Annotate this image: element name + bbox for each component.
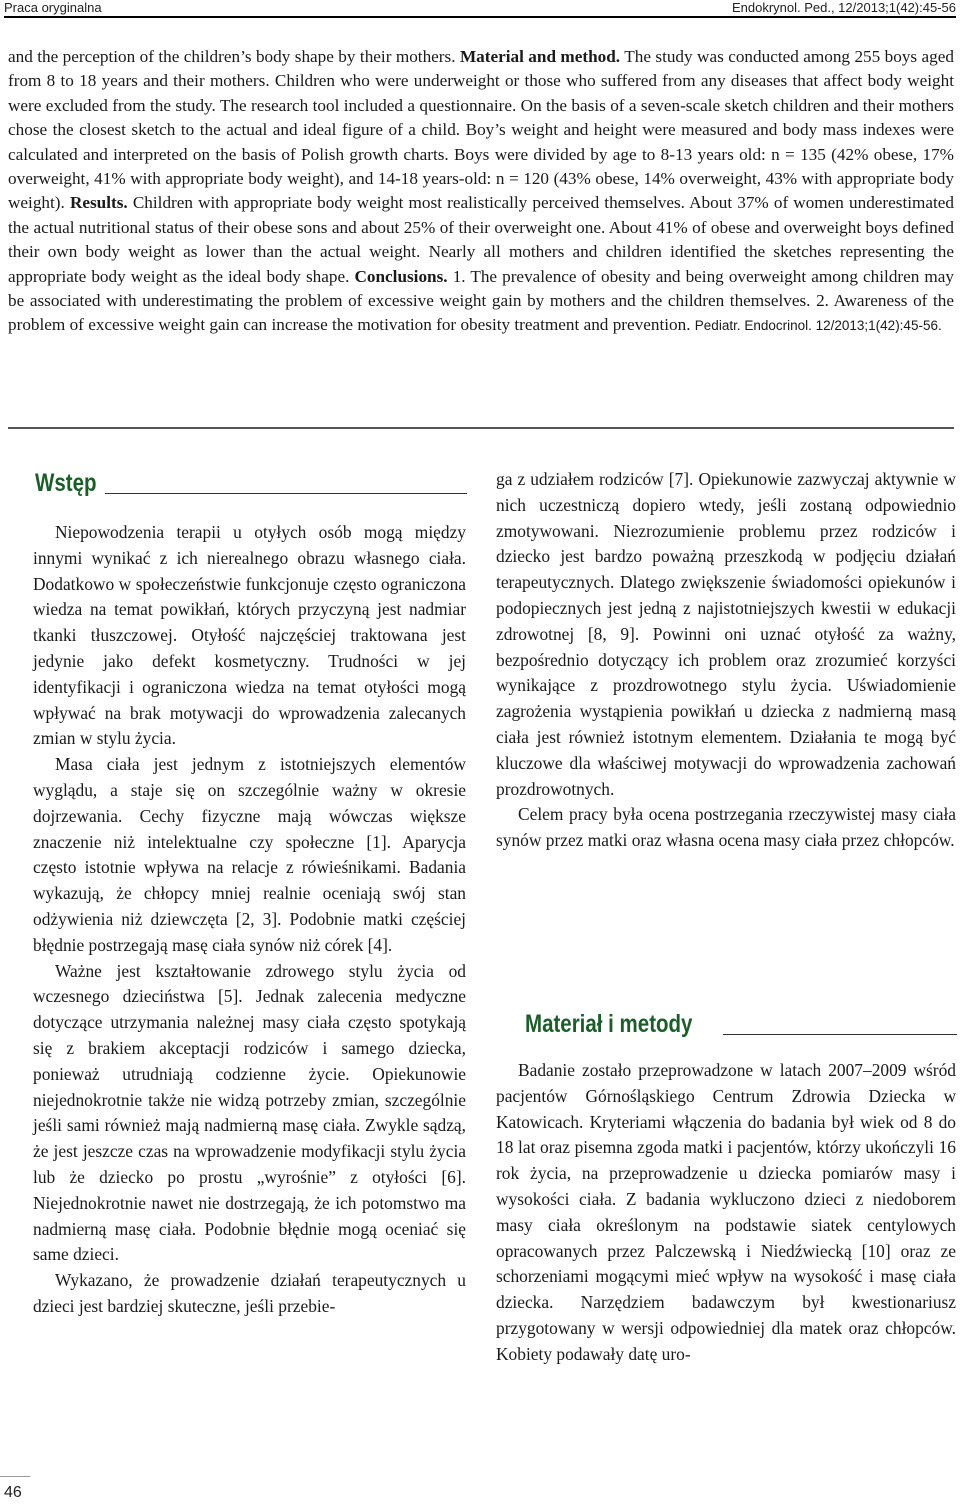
paragraph: Masa ciała jest jednym z istotniejszych elementów wyglądu, a staje się on szczególnie ważny w okresie dojrzewania. Cechy fizyczne mają wówczas większe znaczenie niż intelektualne czy społeczne [1]. Aparycja często istotnie wpływa na relacje z rówieśnikami. Badania wykazują, że chłopcy mniej realnie oceniają swój stan odżywienia niż dziewczęta [2, 3]. Podobnie matki częściej błędnie postrzegają masę ciała synów niż córek [4]. — [33, 754, 466, 955]
running-header — [4, 0, 956, 18]
paragraph: Wykazano, że prowadzenie działań terapeutycznych u dzieci jest bardziej skuteczne, jeśli przebie- — [33, 1270, 466, 1316]
section-title-methods — [525, 1007, 957, 1039]
section-title-intro-label: Wstęp — [35, 469, 97, 497]
abstract-text: 1. The prevalence of obesity and being overweight among children may be associated with underestimating the problem of excessive weight gain by mothers and the children themselves. 2. Awareness of the problem of excessive weight gain can increase the motivation for obesity treatment and prevention. — [8, 266, 955, 335]
section-title-rule — [105, 493, 467, 494]
abstract — [8, 45, 954, 339]
abstract-heading-conclusions: Conclusions. — [354, 266, 448, 286]
abstract-text: The study was conducted among 255 boys aged from 8 to 18 years and their mothers. Children who were underweight or those who suffered from any diseases that affect body weight were excluded from the study. The research tool included a questionnaire. On the basis of a seven-scale sketch children and their mothers chose the closest sketch to the actual and ideal figure of a child. Boy’s weight and height were measured and body mass indexes were calculated and interpreted on the basis of Polish growth charts. Boys were divided by age to 8-13 years old: n = 135 (42% obese, 17% overweight, 41% with appropriate body weight), and 14-18 years-old: n = 120 (43% obese, 14% overweight, 43% with appropriate body weight). — [8, 47, 954, 213]
journal-citation: Endokrynol. Ped., 12/2013;1(42):45-56 — [731, 0, 956, 15]
abstract-citation: Pediatr. Endocrinol. 12/2013;1(42):45-56. — [694, 318, 942, 334]
paragraph: Niepowodzenia terapii u otyłych osób mogą między innymi wynikać z ich nierealnego obrazu własnego ciała. Dodatkowo w społeczeństwie funkcjonuje często ograniczona wiedza na temat powikłań, których przyczyną jest nadmiar tkanki tłuszczowej. Otyłość najczęściej traktowana jest jedynie jako defekt kosmetyczny. Trudności w jej identyfikacji i ograniczona wiedza na temat otyłości mogą wpływać na brak motywacji do wprowadzenia zalecanych zmian w stylu życia. — [33, 522, 466, 749]
paragraph: Celem pracy była ocena postrzegania rzeczywistej masy ciała synów przez matki oraz własna ocena masy ciała przez chłopców. — [496, 804, 956, 851]
abstract-text: Children with appropriate body weight most realistically perceived themselves. About 37% of women underestimated the actual nutritional status of their obese sons and about 25% of their overweight one. About 41% of obese and overweight boys defined their own body weight as lower than the actual weight. Nearly all mothers and children identified the sketches representing the appropriate body weight as the ideal body shape. — [8, 193, 955, 286]
page-number: 46 — [4, 1484, 22, 1501]
right-column-methods — [496, 1058, 956, 1368]
paragraph: Ważne jest kształtowanie zdrowego stylu życia od wczesnego dzieciństwa [5]. Jednak zalecenia medyczne dotyczące utrzymania należnej masy ciała często spotykają się z brakiem akceptacji rodziców i samego dziecka, ponieważ utrudniają codzienne życie. Opiekunowie niejednokrotnie także nie widzą potrzeby zmian, szczególnie jeśli sami również mają nadmierną masę ciała. Zwykle sądzą, że jest jeszcze czas na wprowadzenie modyfikacji stylu życia lub że dziecko po prostu „wyrośnie” z otyłości [6]. Niejednokrotnie nawet nie dostrzegają, że ich potomstwo ma nadmierną masę ciała. Podobnie błędnie mogą oceniać się same dzieci. — [33, 960, 466, 1265]
section-title-rule — [723, 1034, 957, 1035]
article-type: Praca oryginalna — [4, 0, 102, 15]
abstract-heading-material: Material and method. — [459, 47, 621, 66]
abstract-divider — [8, 427, 954, 429]
abstract-heading-results: Results. — [69, 193, 128, 213]
paragraph: ga z udziałem rodziców [7]. Opiekunowie zazwyczaj aktywnie w nich uczestniczą dopiero wtedy, jeśli zostaną odpowiednio zmotywowani. Niezrozumienie problemu przez rodziców i dziecko jest bardzo poważną przeszkodą w podjęciu działań terapeutycznych. Dlatego zwiększenie świadomości opiekunów i podopiecznych jest jedną z najistotniejszych kwestii w edukacji zdrowotnej [8, 9]. Powinni oni uznać otyłość za ważny, bezpośrednio dotyczący ich problem oraz zrozumieć korzyści wynikające z prozdrowotnego stylu życia. Uświadomienie zagrożenia wystąpienia powikłań u dziecka z nadmierną masą ciała jest również istotnym elementem. Działania te mogą być kluczowe dla właściwej motywacji do wprowadzenia zachowań prozdrowotnych. — [496, 469, 956, 799]
section-title-intro — [35, 466, 467, 498]
section-title-methods-label: Materiał i metody — [525, 1010, 693, 1038]
abstract-text: and the perception of the children’s body shape by their mothers. — [8, 47, 456, 66]
left-column — [33, 520, 466, 1320]
footer-rule — [0, 1476, 30, 1477]
paragraph: Badanie zostało przeprowadzone w latach 2007–2009 wśród pacjentów Górnośląskiego Centrum Zdrowia Dziecka w Katowicach. Kryteriami włączenia do badania był wiek od 8 do 18 lat oraz pisemna zgoda matki i pacjentów, którzy ukończyli 16 rok życia, na przeprowadzenie u dziecka pomiarów masy i wysokości ciała. Z badania wykluczono dzieci z niedoborem masy ciała określonym na podstawie siatek centylowych opracowanych przez Palczewską i Niedźwiecką [10] oraz ze schorzeniami mogącymi mieć wpływ na wysokość i masę ciała dziecka. Narzędziem badawczym był kwestionariusz przygotowany w wersji odpowiedniej dla matek oraz chłopców. Kobiety podawały datę uro- — [496, 1060, 956, 1364]
right-column — [496, 467, 956, 854]
